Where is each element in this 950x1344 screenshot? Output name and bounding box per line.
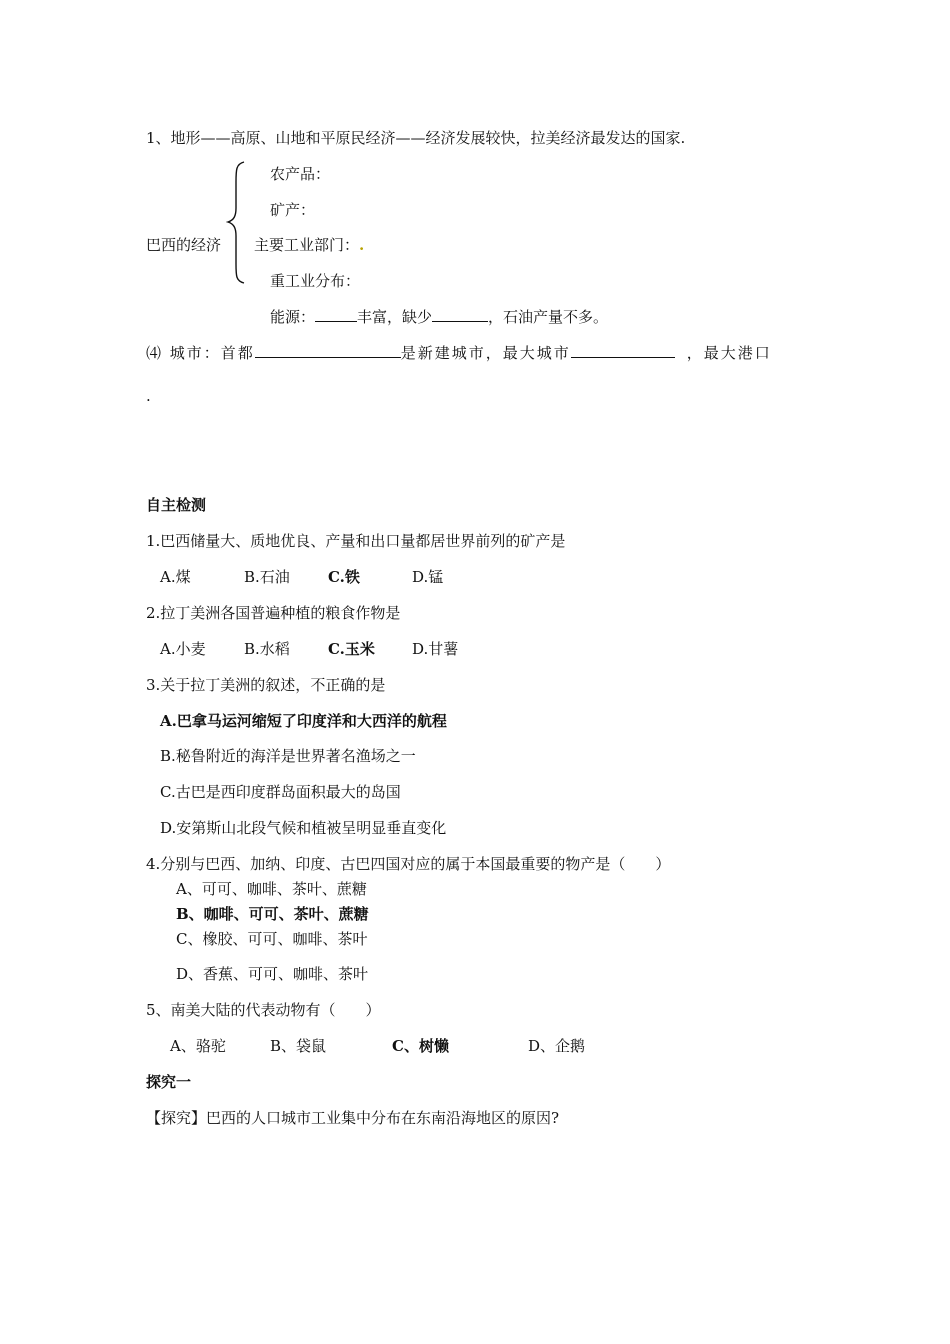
agri-products-label: 农产品： [270,165,331,183]
explore-heading: 探究一 [146,1073,192,1091]
q1-option-d[interactable]: D.锰 [412,568,444,586]
q4-option-b[interactable]: B、咖啡、可可、茶叶、蔗糖 [176,905,369,923]
q3-option-c[interactable]: C.古巴是西印度群岛面积最大的岛国 [160,783,401,801]
q3-option-b[interactable]: B.秘鲁附近的海洋是世界著名渔场之一 [160,747,416,765]
city-tail: . [146,387,151,405]
q4-stem: 4.分别与巴西、加纳、印度、古巴四国对应的属于本国最重要的物产是（ ） [146,855,671,873]
energy-mid: 丰富，缺少 [357,308,433,326]
energy-tail: ，石油产量不多。 [488,308,609,326]
q2-option-b[interactable]: B.水稻 [244,640,290,658]
industry-text: 主要工业部门： [254,236,360,254]
answer-blank[interactable] [571,343,675,358]
heavy-industry-label: 重工业分布： [270,272,361,290]
q5-stem: 5、南美大陆的代表动物有（ ） [146,1001,381,1019]
answer-blank[interactable] [315,307,357,322]
q1-option-b[interactable]: B.石油 [244,568,290,586]
q4-option-d[interactable]: D、香蕉、可可、咖啡、茶叶 [176,965,369,983]
brazil-economy-label: 巴西的经济 [146,236,222,254]
answer-blank[interactable] [432,307,488,322]
energy-line [270,307,608,327]
energy-label: 能源： [270,308,316,326]
q1-stem: 1.巴西储量大、质地优良、产量和出口量都居世界前列的矿产是 [146,532,566,550]
q3-option-d[interactable]: D.安第斯山北段气候和植被呈明显垂直变化 [160,819,447,837]
city-c: ，最大港口 [686,344,772,362]
explore-question: 【探究】巴西的人口城市工业集中分布在东南沿海地区的原因? [146,1109,560,1127]
self-test-heading: 自主检测 [146,496,207,514]
q5-option-b[interactable]: B、袋鼠 [270,1037,327,1055]
q5-option-d[interactable]: D、企鹅 [528,1037,586,1055]
q5-option-c[interactable]: C、树懒 [392,1037,449,1055]
q2-option-c[interactable]: C.玉米 [328,640,375,658]
q2-option-a[interactable]: A.小麦 [160,640,206,658]
q4-option-c[interactable]: C、橡胶、可可、咖啡、茶叶 [176,930,368,948]
q5-option-a[interactable]: A、骆驼 [170,1037,226,1055]
curly-brace-icon [226,160,246,285]
terrain-line: 1、地形——高原、山地和平原民经济——经济发展较快，拉美经济最发达的国家. [146,129,686,147]
q2-option-d[interactable]: D.甘薯 [412,640,459,658]
city-a: ⑷ 城市：首都 [146,344,255,362]
answer-blank[interactable] [255,343,401,358]
industry-label [254,235,364,255]
q1-option-a[interactable]: A.煤 [160,568,191,586]
q1-option-c[interactable]: C.铁 [328,568,360,586]
mineral-label: 矿产： [270,201,316,219]
city-b: 是新建城市，最大城市 [400,344,571,362]
q2-stem: 2.拉丁美洲各国普遍种植的粮食作物是 [146,604,401,622]
city-line [146,343,772,363]
q4-option-a[interactable]: A、可可、咖啡、茶叶、蔗糖 [176,880,367,898]
mark-dot: . [359,236,365,254]
q3-option-a[interactable]: A.巴拿马运河缩短了印度洋和大西洋的航程 [160,712,447,730]
q3-stem: 3.关于拉丁美洲的叙述，不正确的是 [146,676,386,694]
